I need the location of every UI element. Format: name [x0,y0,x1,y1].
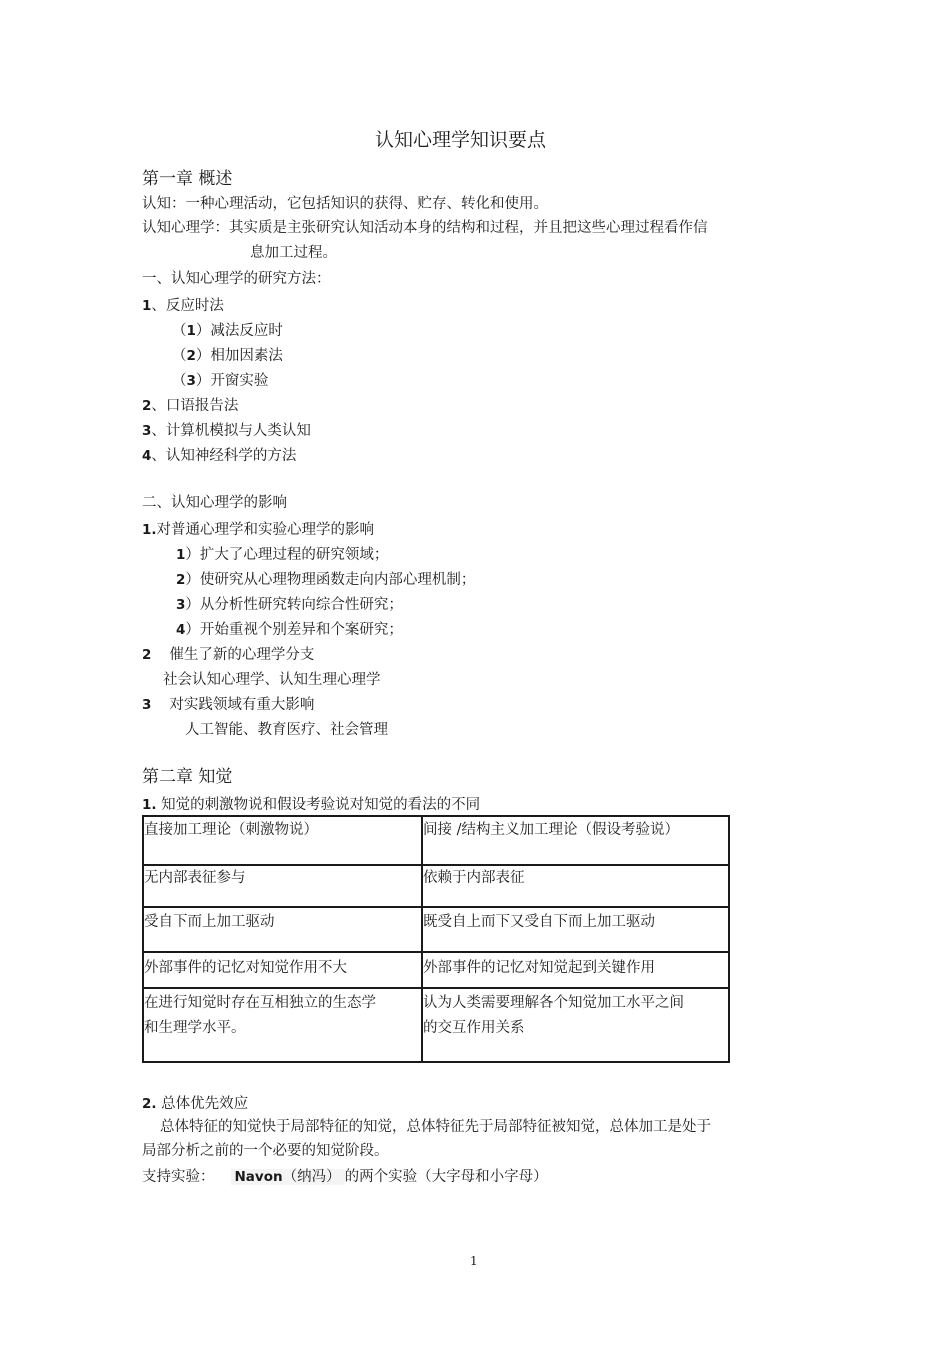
influence-1 [142,521,374,539]
question-2 [142,1095,248,1113]
sub-label: ）扩大了心理过程的研究领域； [185,547,389,563]
chapter-2-heading: 第二章 知觉 [142,767,233,787]
method-3-label: 、计算机模拟与人类认知 [151,423,311,439]
sub-number: 2 [176,572,186,588]
method-1-number: 1 [142,298,152,314]
influence-2-detail: 社会认知心理学、认知生理心理学 [163,672,381,688]
sub-number: 1 [186,323,196,339]
method-1-sub-3: （3）开窗实验 [172,373,269,389]
methods-heading: 一、认知心理学的研究方法： [142,271,331,287]
question-1 [142,796,480,814]
table-row-divider [144,864,728,866]
method-1-sub-2: （2）相加因素法 [172,348,283,364]
support-label: 支持实验： [142,1169,215,1185]
definition-cognitive-psychology-cont: 息加工过程。 [250,245,337,261]
table-cell: 无内部表征参与 [144,870,246,886]
page-number: 1 [470,1254,478,1268]
influence-1-sub-2 [176,571,475,589]
table-row-divider [144,906,728,908]
supporting-experiment [142,1168,548,1186]
method-2-label: 、口语报告法 [151,398,239,414]
table-cell: 的交互作用关系 [423,1020,525,1036]
sub-label: ）使研究从心理物理函数走向内部心理机制； [185,572,476,588]
table-cell: 和生理学水平。 [144,1020,246,1036]
table-cell: 认为人类需要理解各个知觉加工水平之间 [423,995,684,1011]
question-2-label: 总体优先效应 [161,1096,249,1112]
table-cell: 直接加工理论（刺激物说） [144,822,318,838]
support-description: 的两个实验（大字母和小字母） [344,1169,548,1185]
question-1-number: 1. [142,797,157,813]
table-cell: 间接 /结构主义加工理论（假设考验说） [423,822,679,838]
table-cell: 在进行知觉时存在互相独立的生态学 [144,995,376,1011]
influence-3-number: 3 [142,697,152,713]
question-2-number: 2. [142,1096,157,1112]
page-title: 认知心理学知识要点 [375,129,547,151]
global-precedence-text: 总体特征的知觉快于局部特征的知觉，总体特征先于局部特征被知觉，总体加工是处于 [160,1119,711,1135]
influence-1-sub-4 [176,621,403,639]
influence-3-label: 对实践领域有重大影响 [169,697,315,713]
global-precedence-text-cont: 局部分析之前的一个必要的知觉阶段。 [142,1143,389,1159]
method-3-number: 3 [142,423,152,439]
sub-number: 3 [176,597,186,613]
table-cell: 外部事件的记忆对知觉作用不大 [144,960,347,976]
table-cell: 外部事件的记忆对知觉起到关键作用 [423,960,655,976]
sub-number: 4 [176,622,186,638]
influence-1-number: 1. [142,522,157,538]
method-4 [142,447,296,465]
sub-number: 3 [186,373,196,389]
influence-2-number: 2 [142,647,152,663]
navon-highlight [231,1169,345,1185]
support-name: Navon [234,1169,283,1185]
sub-number: 1 [176,547,186,563]
influence-3-detail: 人工智能、教育医疗、社会管理 [185,722,388,738]
method-4-label: 、认知神经科学的方法 [151,448,297,464]
influence-2-label: 催生了新的心理学分支 [169,647,315,663]
sub-number: 2 [186,348,196,364]
perception-comparison-table [142,815,730,1063]
influence-1-label: 对普通心理学和实验心理学的影响 [156,522,375,538]
influence-1-sub-3 [176,596,403,614]
table-row-divider [144,951,728,953]
sub-label: 减法反应时 [210,323,283,339]
sub-label: 相加因素法 [210,348,283,364]
sub-label: 开窗实验 [210,373,269,389]
method-1-sub-1: （1）减法反应时 [172,323,283,339]
sub-label: ）开始重视个别差异和个案研究； [185,622,403,638]
table-cell: 既受自上而下又受自下而上加工驱动 [423,914,655,930]
sub-label: ）从分析性研究转向综合性研究； [185,597,403,613]
method-1-label: 、反应时法 [151,298,224,314]
definition-cognitive-psychology: 认知心理学：其实质是主张研究认知活动本身的结构和过程，并且把这些心理过程看作信 [142,220,708,236]
definition-cognition: 认知：一种心理活动，它包括知识的获得、贮存、转化和使用。 [142,196,548,212]
influence-1-sub-1 [176,546,388,564]
table-cell: 依赖于内部表征 [423,870,525,886]
table-row-divider [144,987,728,989]
method-2 [142,397,238,415]
question-1-label: 知觉的刺激物说和假设考验说对知觉的看法的不同 [161,797,481,813]
table-cell: 受自下而上加工驱动 [144,914,275,930]
influence-heading: 二、认知心理学的影响 [142,495,287,511]
chapter-1-heading: 第一章 概述 [142,169,233,189]
support-name-chinese: （纳冯） [282,1169,341,1185]
method-3 [142,422,311,440]
method-2-number: 2 [142,398,152,414]
method-1 [142,297,224,315]
influence-3 [142,696,314,714]
influence-2 [142,646,314,664]
method-4-number: 4 [142,448,152,464]
